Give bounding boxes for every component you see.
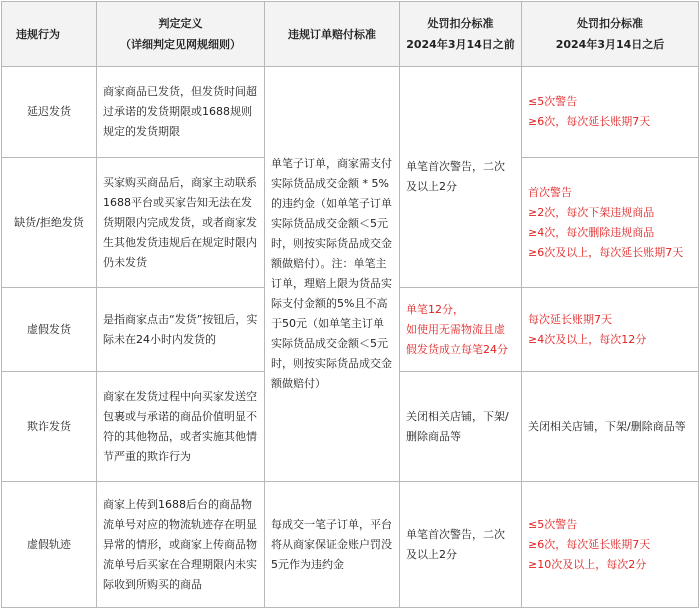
violation-penalty-table — [1, 1, 699, 608]
penalty-after-cell — [522, 288, 699, 372]
header-penalty-after — [522, 2, 699, 67]
violation-cell: 缺货/拒绝发货 — [2, 158, 97, 288]
definition-cell: 买家购买商品后，商家主动联系1688平台或买家告知无法在发货期限内完成发货，或者商家发生其他发货违规后在规定时限内仍未发货 — [97, 158, 265, 288]
penalty-line: ≥6次及以上，每次延长账期7天 — [528, 245, 684, 259]
definition-cell: 是指商家点击“发货”按钮后，实际未在24小时内发货的 — [97, 288, 265, 372]
penalty-before-cell-merged: 单笔首次警告，二次及以上2分 — [400, 67, 522, 288]
penalty-before-cell — [400, 288, 522, 372]
table-row — [2, 67, 699, 158]
penalty-line: ≤5次警告 — [528, 517, 578, 531]
header-definition-title: 判定定义 — [158, 17, 203, 30]
definition-cell: 商家上传到1688后台的商品物流单号对应的物流轨迹存在明显异常的情形，或商家上传商品物流单号后买家在合理期限内未实际收到所购买的商品 — [97, 482, 265, 608]
table-header-row — [2, 2, 699, 67]
penalty-line: ≥6次，每次延长账期7天 — [528, 537, 651, 551]
header-penalty-before — [400, 2, 522, 67]
penalty-line: ≥10次及以上，每次2分 — [528, 557, 647, 571]
violation-cell: 延迟发货 — [2, 67, 97, 158]
definition-cell: 商家在发货过程中向买家发送空包裹或与承诺的商品价值明显不符的其他物品，或者实施其他情节严重的欺诈行为 — [97, 372, 265, 482]
violation-cell: 虚假轨迹 — [2, 482, 97, 608]
penalty-after-cell: 关闭相关店铺，下架/删除商品等 — [522, 372, 699, 482]
table-row — [2, 482, 699, 608]
header-penalty-before-title: 处罚扣分标准 — [427, 17, 494, 30]
definition-cell: 商家商品已发货，但发货时间超过承诺的发货期限或1688规则规定的发货期限 — [97, 67, 265, 158]
header-violation: 违规行为 — [2, 2, 97, 67]
penalty-after-cell — [522, 67, 699, 158]
violation-cell: 欺诈发货 — [2, 372, 97, 482]
penalty-before-cell: 关闭相关店铺，下架/删除商品等 — [400, 372, 522, 482]
penalty-before-cell: 单笔首次警告，二次及以上2分 — [400, 482, 522, 608]
penalty-after-cell — [522, 482, 699, 608]
penalty-line: 单笔12分， — [406, 302, 464, 316]
header-compensation: 违规订单赔付标准 — [265, 2, 400, 67]
header-penalty-after-date: 2024年3月14日之后 — [555, 38, 665, 51]
penalty-line: ≥4次及以上，每次12分 — [528, 332, 647, 346]
header-penalty-after-title: 处罚扣分标准 — [577, 17, 643, 30]
compensation-cell-merged: 单笔子订单，商家需支付实际货品成交金额 * 5%的违约金（如单笔子订单实际货品成交金额＜5元时，则按实际货品成交金额做赔付）。注：单笔主订单，理赔上限为货品实际支付金额的5%且不高于50元（如单笔主订单实际货品成交金额＜5元时，则按实际货品成交金额做赔付） — [265, 67, 400, 482]
header-definition-note: （详细判定见网规细则） — [120, 38, 241, 51]
penalty-line: 首次警告 — [528, 185, 572, 199]
penalty-line: ≥4次，每次删除违规商品 — [528, 225, 655, 239]
penalty-line: ≥2次，每次下架违规商品 — [528, 205, 655, 219]
violation-cell: 虚假发货 — [2, 288, 97, 372]
penalty-line: ≤5次警告 — [528, 95, 578, 108]
penalty-after-cell — [522, 158, 699, 288]
penalty-line: 如使用无需物流且虚假发货成立每笔24分 — [406, 322, 508, 356]
header-definition — [97, 2, 265, 67]
penalty-line: 每次延长账期7天 — [528, 312, 612, 326]
compensation-cell: 每成交一笔子订单，平台将从商家保证金账户罚没5元作为违约金 — [265, 482, 400, 608]
header-penalty-before-date: 2024年3月14日之前 — [406, 38, 515, 51]
penalty-line: ≥6次，每次延长账期7天 — [528, 115, 651, 128]
